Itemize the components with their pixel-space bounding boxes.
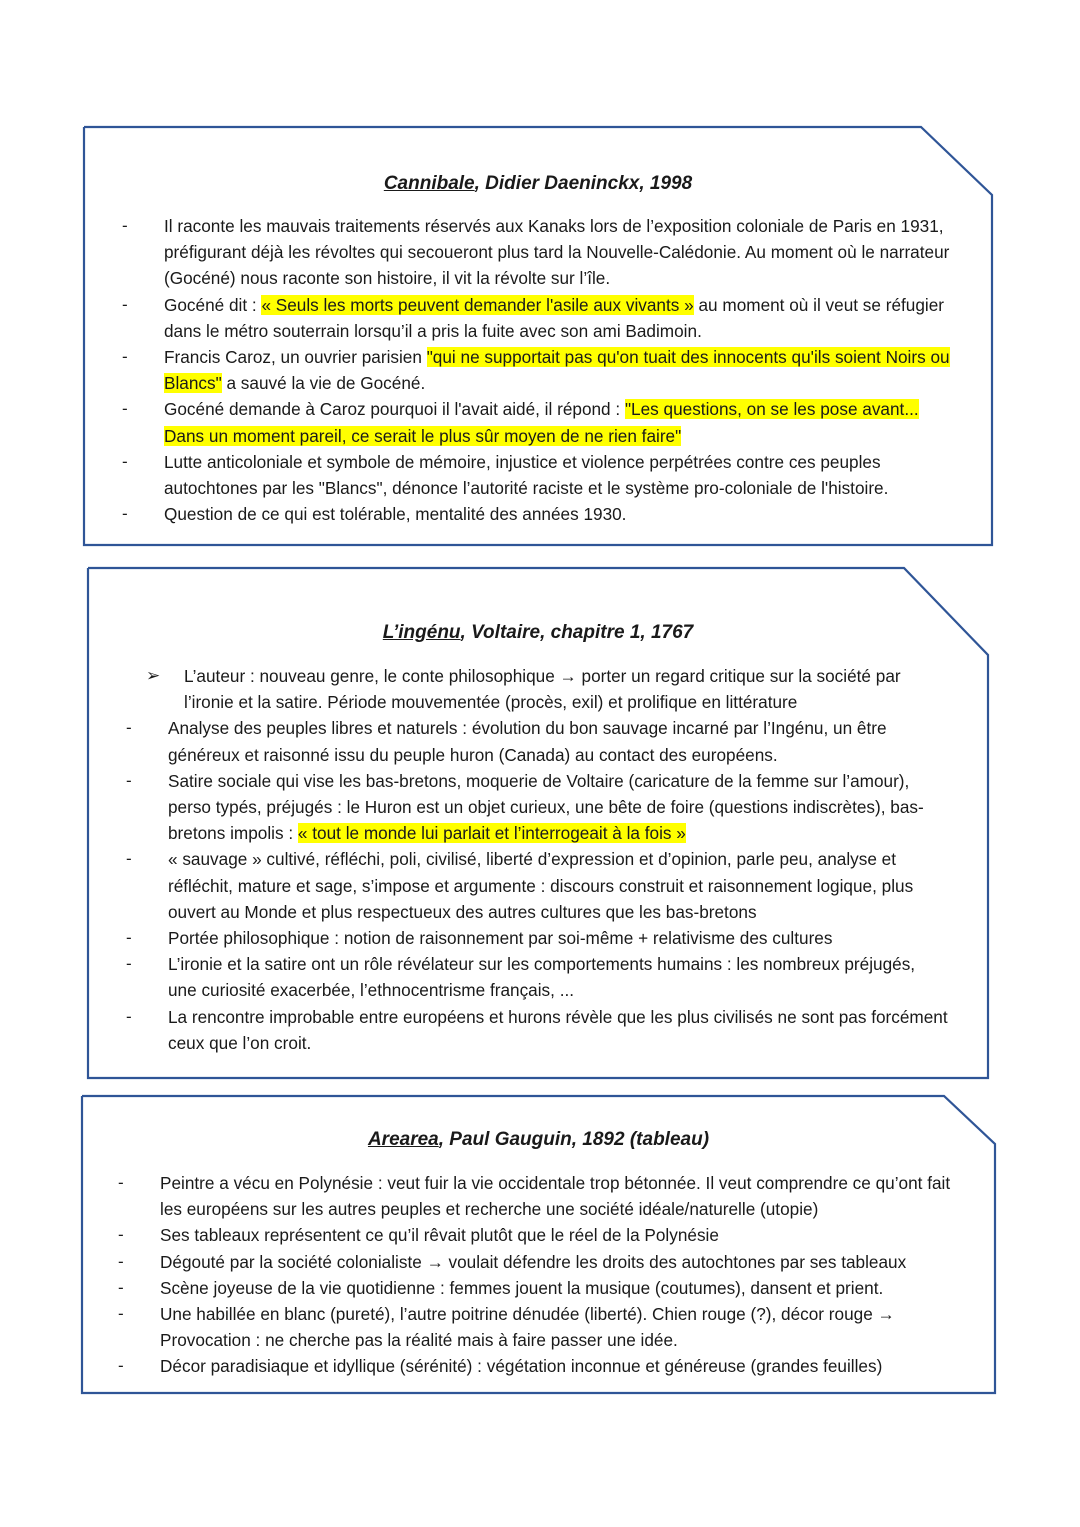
- item-text: Ses tableaux représentent ce qu’il rêvait plutôt que le réel de la Polynésie: [160, 1225, 719, 1246]
- item-text: a sauvé la vie de Gocéné.: [221, 373, 426, 394]
- dash-bullet-icon: -: [126, 849, 132, 869]
- highlighted-quote: "qui ne supportait pas qu'on tuait des innocents qu'ils soient Noirs ou Blancs": [164, 347, 950, 394]
- dash-bullet-icon: -: [126, 1006, 132, 1026]
- list-item: [126, 951, 948, 1003]
- item-text: Décor paradisiaque et idyllique (sérénité) : végétation inconnue et généreuse (grandes feuilles): [160, 1356, 883, 1377]
- list-item: [122, 501, 954, 527]
- list-item: [118, 1170, 960, 1222]
- title-rest: , Voltaire, chapitre 1, 1767: [460, 622, 694, 643]
- card-title: [88, 622, 988, 644]
- list-item: [118, 1249, 960, 1275]
- dash-bullet-icon: -: [122, 347, 128, 367]
- item-text: Scène joyeuse de la vie quotidienne : femmes jouent la musique (coutumes), dansent et prient.: [160, 1277, 884, 1298]
- dash-bullet-icon: -: [122, 216, 128, 235]
- item-text: Portée philosophique : notion de raisonnement par soi-même + relativisme des cultures: [168, 928, 833, 949]
- dash-bullet-icon: -: [118, 1277, 124, 1297]
- list-item: [146, 663, 948, 715]
- dash-bullet-icon: -: [118, 1356, 124, 1376]
- dash-bullet-icon: -: [126, 954, 132, 974]
- dash-bullet-icon: -: [126, 928, 132, 948]
- notes-list: [122, 213, 954, 527]
- dash-bullet-icon: -: [122, 451, 128, 471]
- dash-bullet-icon: -: [122, 399, 128, 419]
- list-item: [126, 846, 948, 925]
- list-item: [118, 1275, 960, 1301]
- card-ingenu: [88, 568, 988, 1079]
- highlighted-quote: « Seuls les morts peuvent demander l'asile aux vivants »: [261, 294, 694, 315]
- list-item: [118, 1353, 960, 1379]
- list-item: [126, 1004, 948, 1056]
- card-arearea: [82, 1096, 995, 1394]
- list-item: [126, 715, 948, 767]
- list-item: [122, 213, 954, 292]
- list-item: [126, 768, 948, 847]
- notes-list: [126, 663, 948, 1056]
- item-text: au moment où il veut se réfugier dans le métro souterrain lorsqu’il a pris la fuite avec son ami Badimoin.: [164, 294, 945, 341]
- dash-bullet-icon: -: [122, 294, 128, 314]
- highlighted-quote: "Les questions, on se les pose avant... Dans un moment pareil, ce serait le plus sûr moyen de ne rien faire": [164, 399, 919, 446]
- list-item: [118, 1222, 960, 1248]
- title-work: L’ingénu: [382, 622, 461, 643]
- item-text: Gocéné demande à Caroz pourquoi il l'avait aidé, il répond :: [164, 399, 625, 420]
- title-rest: , Didier Daeninckx, 1998: [474, 173, 693, 194]
- title-work: Cannibale: [383, 173, 475, 194]
- item-text: Dégouté par la société colonialiste → voulait défendre les droits des autochtones par ses tableaux: [160, 1251, 907, 1272]
- dash-bullet-icon: -: [118, 1251, 124, 1271]
- card-cannibale: [84, 127, 992, 546]
- item-text: Analyse des peuples libres et naturels : évolution du bon sauvage incarné par l’Ingénu, un être généreux et raisonné issu du peuple huron (Canada) au contact des européens.: [168, 718, 887, 765]
- item-text: Francis Caroz, un ouvrier parisien: [164, 347, 427, 368]
- list-item: [122, 396, 954, 448]
- notes-list: [118, 1170, 960, 1380]
- item-text: La rencontre improbable entre européens et hurons révèle que les plus civilisés ne sont pas forcément ceux que l’on croit.: [168, 1006, 948, 1053]
- dash-bullet-icon: -: [122, 504, 128, 524]
- item-text: Peintre a vécu en Polynésie : veut fuir la vie occidentale trop bétonnée. Il veut comprendre ce qu’ont fait les européens sur les autres peuples et recherche une société idéale/naturelle (utopie): [160, 1173, 951, 1220]
- item-text: Gocéné dit :: [164, 294, 262, 315]
- item-text: Une habillée en blanc (pureté), l’autre poitrine dénudée (liberté). Chien rouge (?), décor rouge → Provocation : ne cherche pas la réalité mais à faire passer une idée.: [160, 1304, 895, 1351]
- title-rest: , Paul Gauguin, 1892 (tableau): [438, 1129, 710, 1150]
- card-title: [84, 173, 992, 195]
- item-text: « sauvage » cultivé, réfléchi, poli, civilisé, liberté d’expression et d’opinion, parle peu, analyse et réfléchit, mature et sage, s’impose et argumente : discours construit et raisonnement logique, plus ouvert au Monde et plus respectueux des autres cultures que les bas-bretons: [168, 849, 914, 922]
- dash-bullet-icon: -: [118, 1173, 124, 1192]
- dash-bullet-icon: -: [126, 770, 132, 790]
- item-text: L’ironie et la satire ont un rôle révélateur sur les comportements humains : les nombreux préjugés, une curiosité exacerbée, l’ethnocentrisme français, ...: [168, 954, 916, 1001]
- item-text: Satire sociale qui vise les bas-bretons, moquerie de Voltaire (caricature de la femme sur l’amour), perso typés, préjugés : le Huron est un objet curieux, une bête de foire (questions indiscrètes), bas-bretons impolis :: [168, 770, 924, 844]
- list-item: [122, 449, 954, 501]
- dash-bullet-icon: -: [126, 718, 132, 738]
- item-text: Lutte anticoloniale et symbole de mémoire, injustice et violence perpétrées contre ces peuples autochtones par les "Blancs", dénonce l’autorité raciste et le système pro-coloniale de l'histoire.: [164, 451, 889, 499]
- list-item: [122, 292, 954, 344]
- item-text: L’auteur : nouveau genre, le conte philosophique → porter un regard critique sur la société par l’ironie et la satire. Période mouvementée (procès, exil) et prolifique en littérature: [184, 666, 901, 713]
- item-text: Il raconte les mauvais traitements réservés aux Kanaks lors de l’exposition coloniale de Paris en 1931, préfigurant déjà les révoltes qui secoueront plus tard la Nouvelle-Calédonie. Au moment où le narrateur (Gocéné) nous raconte son histoire, il vit la révolte sur l’île.: [164, 216, 950, 289]
- title-work: Arearea: [367, 1129, 439, 1150]
- highlighted-quote: « tout le monde lui parlait et l’interrogeait à la fois »: [297, 823, 686, 844]
- list-item: [122, 344, 954, 396]
- dash-bullet-icon: -: [118, 1225, 124, 1245]
- list-item: [118, 1301, 960, 1353]
- arrow-bullet-icon: ➢: [146, 666, 161, 685]
- list-item: [126, 925, 948, 951]
- item-text: Question de ce qui est tolérable, mentalité des années 1930.: [164, 504, 627, 525]
- card-title: [82, 1129, 995, 1151]
- dash-bullet-icon: -: [118, 1304, 124, 1324]
